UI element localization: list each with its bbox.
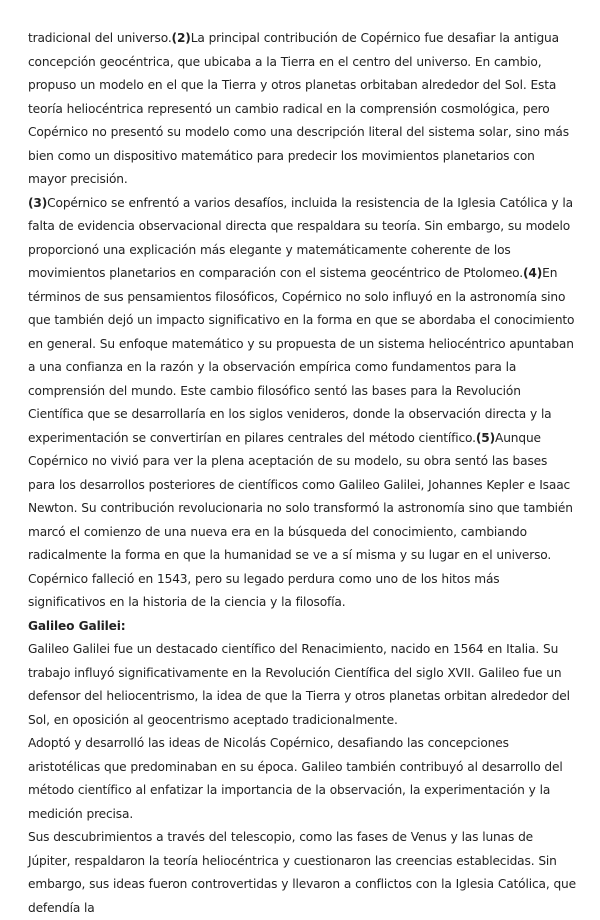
text-segment: tradicional del universo.	[28, 31, 172, 45]
section-number: (4)	[523, 266, 543, 280]
text-segment: Copérnico se enfrentó a varios desafíos, incluida la resistencia de la Iglesia Católica y la falta de evidencia observacional directa que respaldara su teoría. Sin embargo, su modelo proporcionó una explicación más elegante y matemáticamente coherente de los movimientos planetarios en comparación con el sistema geocéntrico de Ptolomeo.	[28, 195, 573, 280]
galileo-paragraph-1: Galileo Galilei fue un destacado científico del Renacimiento, nacido en 1564 en Italia. Su trabajo influyó significativamente en la Revolución Científica del siglo XVII. Galileo fue un defensor del heliocentrismo, la idea de que la Tierra y otros planetas orbitan alrededor del Sol, en oposición al geocentrismo aceptado tradicionalmente.	[28, 642, 570, 727]
section-number: (5)	[475, 430, 496, 445]
galileo-paragraph-3: Sus descubrimientos a través del telescopio, como las fases de Venus y las lunas de Júpiter, respaldaron la teoría heliocéntrica y cuestionaron las creencias establecidas. Sin embargo, sus ideas fueron controvertidas y llevaron a conflictos con la Iglesia Católica, que defendía la	[28, 830, 576, 915]
section-number: (3)	[28, 195, 48, 210]
document-page	[28, 27, 576, 920]
section-heading: Galileo Galilei:	[28, 618, 126, 633]
text-segment: Aunque Copérnico no vivió para ver la plena aceptación de su modelo, su obra sentó las bases para los desarrollos posteriores de científicos como Galileo Galilei, Johannes Kepler e Isaac Newton. Su contribución revolucionaria no solo transformó la astronomía sino que también marcó el comienzo de una nueva era en la búsqueda del conocimiento, cambiando radicalmente la forma en que la humanidad se ve a sí misma y su lugar en el universo. Copérnico falleció en 1543, pero su legado perdura como uno de los hitos más significativos en la historia de la ciencia y la filosofía.	[28, 430, 573, 609]
copernico-paragraph	[28, 27, 576, 615]
text-segment: La principal contribución de Copérnico fue desafiar la antigua concepción geocéntrica, que ubicaba a la Tierra en el centro del universo. En cambio, propuso un modelo en el que la Tierra y otros planetas orbitaban alrededor del Sol. Esta teoría heliocéntrica representó un cambio radical en la comprensión cosmológica, pero Copérnico no presentó su modelo como una descripción literal del sistema solar, sino más bien como un dispositivo matemático para predecir los movimientos planetarios con mayor precisión.	[28, 31, 569, 186]
galileo-paragraph-2: Adoptó y desarrolló las ideas de Nicolás Copérnico, desafiando las concepciones aristotélicas que predominaban en su época. Galileo también contribuyó al desarrollo del método científico al enfatizar la importancia de la observación, la experimentación y la medición precisa.	[28, 736, 563, 821]
section-number: (2)	[171, 31, 191, 45]
text-segment: En términos de sus pensamientos filosóficos, Copérnico no solo influyó en la astronomía sino que también dejó un impacto significativo en la forma en que se abordaba el conocimiento en general. Su enfoque matemático y su propuesta de un sistema heliocéntrico apuntaban a una confianza en la razón y la observación empírica como fundamentos para la comprensión del mundo. Este cambio filosófico sentó las bases para la Revolución Científica que se desarrollaría en los siglos venideros, donde la observación directa y la experimentación se convertirían en pilares centrales del método científico.	[28, 266, 575, 445]
